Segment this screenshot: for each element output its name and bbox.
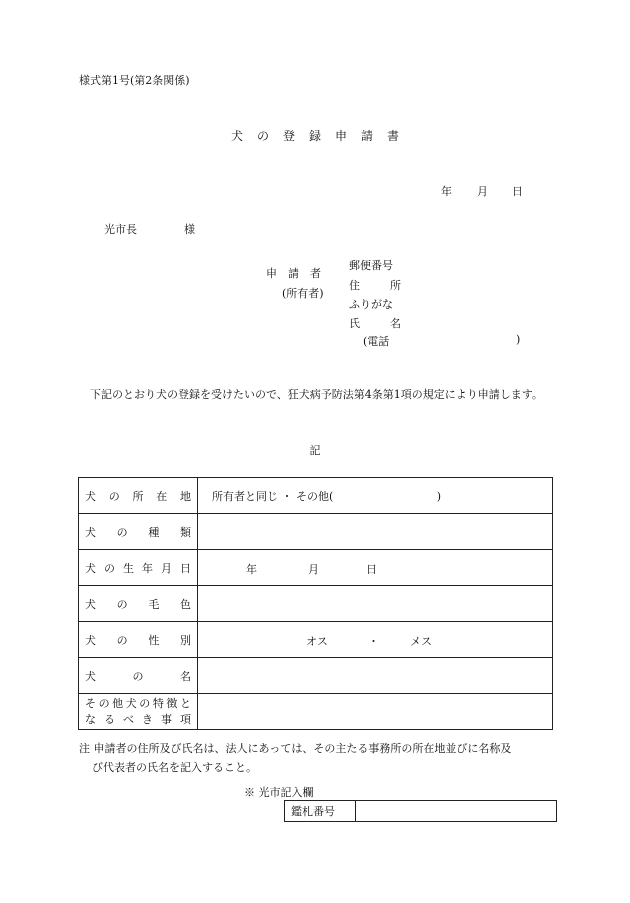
sex-separator: ・ [368, 635, 379, 648]
registration-table [78, 477, 553, 730]
table-row [79, 478, 553, 514]
table-row [79, 514, 553, 550]
form-number: 様式第1号(第2条関係) [79, 74, 190, 87]
row-label [79, 550, 198, 586]
location-close-paren: ) [436, 489, 442, 503]
label-spread: 犬 の 生 年 月 日 [85, 561, 191, 575]
applicant-role-sub: (所有者) [282, 287, 324, 300]
location-value: 所有者と同じ ・ その他( [212, 489, 334, 503]
dog-name-value-cell[interactable] [198, 658, 553, 694]
label-two-line: そ の 他 犬 の 特 徴 と な る べ き 事 項 [85, 696, 191, 726]
addressee [104, 221, 195, 237]
addressee-honorific: 様 [184, 223, 195, 236]
label-spread: 犬 の 種 類 [85, 525, 191, 539]
table-row [79, 622, 553, 658]
label-spread: 犬 の 名 [85, 669, 191, 683]
birth-day-label: 日 [366, 563, 377, 576]
note-line-1: 注 申請者の住所及び氏名は、法人にあっては、その主たる事務所の所在地並びに名称及 [79, 742, 512, 755]
sex-male-option[interactable]: オス [306, 635, 328, 648]
tag-number-table [284, 800, 557, 822]
birth-month-label: 月 [308, 563, 319, 576]
row-label [79, 478, 198, 514]
breed-value-cell[interactable] [198, 514, 553, 550]
table-row [79, 550, 553, 586]
features-value-cell[interactable] [198, 694, 553, 730]
applicant-role: 申請者 [266, 267, 332, 280]
label-spread: 犬 の 性 別 [85, 633, 191, 647]
table-row [285, 801, 557, 822]
sex-value-cell[interactable] [198, 622, 553, 658]
tag-number-value-cell[interactable] [356, 801, 557, 822]
name-label: 氏 名 [349, 317, 401, 330]
row-label [79, 694, 198, 730]
tag-number-label: 鑑札番号 [285, 801, 356, 822]
phone-label: (電話 [363, 335, 390, 348]
document-title: 犬の登録申請書 [230, 129, 413, 143]
city-column-heading: ※ 光市記入欄 [244, 786, 314, 799]
birth-year-label: 年 [246, 563, 257, 576]
location-value-cell[interactable] [198, 478, 553, 514]
address-label: 住 所 [349, 279, 401, 292]
row-label [79, 622, 198, 658]
row-label [79, 658, 198, 694]
date-month-label: 月 [477, 185, 488, 198]
table-row [79, 694, 553, 730]
sex-female-option[interactable]: メス [410, 635, 432, 648]
row-label [79, 514, 198, 550]
ki-heading: 記 [309, 444, 321, 457]
label-spread: 犬 の 毛 色 [85, 597, 191, 611]
postal-code-label: 郵便番号 [349, 259, 393, 272]
label-spread: 犬 の 所 在 地 [85, 489, 191, 503]
furigana-label: ふりがな [349, 298, 393, 311]
table-row [79, 658, 553, 694]
date-day-label: 日 [512, 185, 523, 198]
notice-text: 下記のとおり犬の登録を受けたいので、狂犬病予防法第4条第1項の規定により申請します。 [90, 388, 543, 401]
note-line-2: び代表者の氏名を記入すること。 [92, 761, 257, 774]
table-row [79, 586, 553, 622]
addressee-name: 光市長 [104, 223, 137, 236]
phone-close-paren: ) [516, 333, 521, 346]
coat-color-value-cell[interactable] [198, 586, 553, 622]
row-label [79, 586, 198, 622]
date-year-label: 年 [441, 185, 452, 198]
birthdate-value-cell[interactable] [198, 550, 553, 586]
